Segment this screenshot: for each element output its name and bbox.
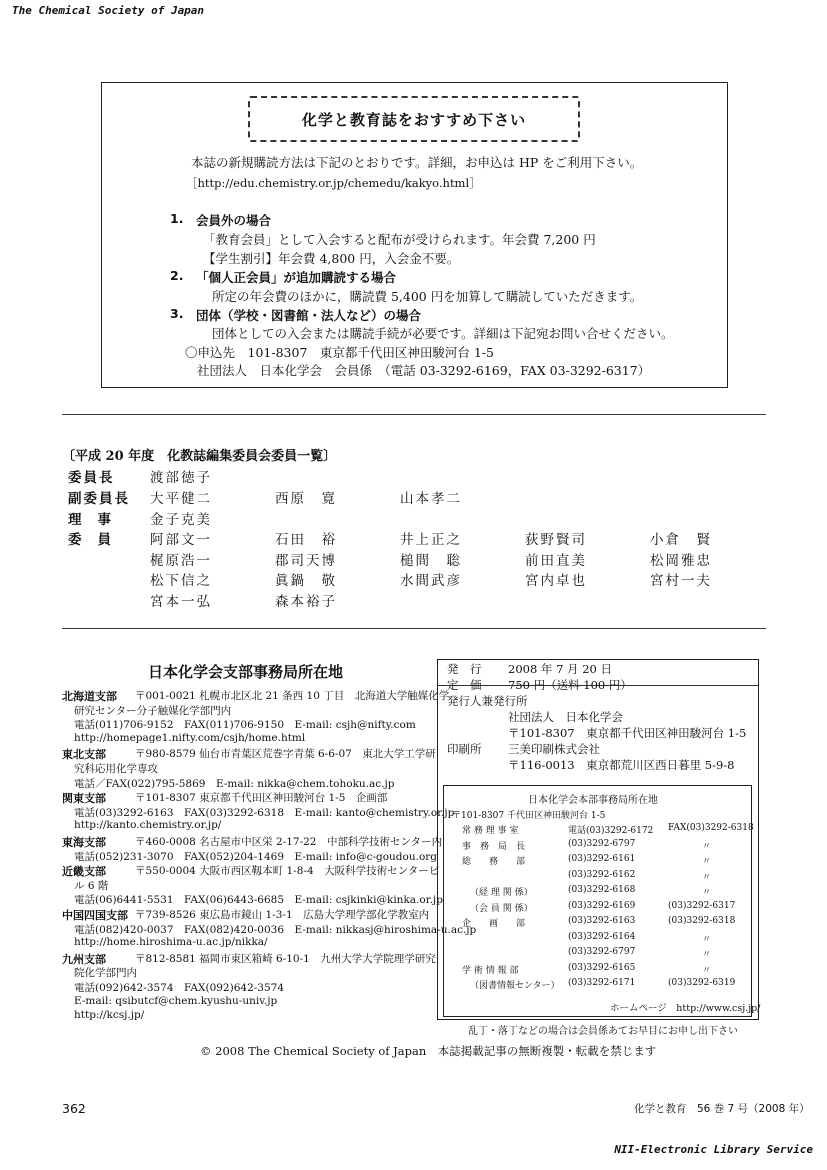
hq-dept: （経 理 関 係）: [470, 888, 533, 898]
hq-fax: 〃: [702, 888, 712, 898]
branch-line: 究科応用化学専攻: [74, 763, 158, 775]
member-name: 阿部文一: [150, 532, 212, 548]
page-number: 362: [62, 1101, 86, 1116]
branch-name-label: 九州支部: [62, 952, 106, 966]
item1-title: 会員外の場合: [196, 213, 272, 228]
copyright: © 2008 The Chemical Society of Japan 本誌掲載記事の無断複製・転載を禁じます: [200, 1044, 657, 1058]
recommend-url[interactable]: ［http://edu.chemistry.or.jp/chemedu/kakyo.html］: [186, 176, 481, 190]
misprint-note: 乱丁・落丁などの場合は会員係あてお早目にお申し出下さい: [468, 1026, 738, 1037]
member-name: 大平健二: [150, 491, 212, 507]
branch-line: 〒101-8307 東京都千代田区神田駿河台 1-5 企画部: [135, 792, 388, 805]
branch-line[interactable]: E-mail: qsibutcf@chem.kyushu-univ.jp: [74, 994, 278, 1007]
publisher-label: 発行人兼発行所: [447, 694, 528, 708]
member-name: 西原 寛: [275, 491, 337, 507]
issue-label: 発 行: [447, 662, 482, 676]
member-name: 郡司天博: [275, 553, 337, 569]
branch-line: 研究センター分子触媒化学部門内: [74, 704, 232, 717]
committee-title: 〔平成 20 年度 化教誌編集委員会委員一覧〕: [62, 449, 337, 464]
publisher-address: 〒101-8307 東京都千代田区神田駿河台 1-5: [508, 726, 747, 740]
hq-tel: (03)3292-6164: [568, 931, 636, 942]
member-name: 梶原浩一: [150, 553, 212, 569]
branch-name-label: 近畿支部: [62, 865, 106, 879]
member-name: 槌間 聡: [400, 553, 462, 569]
hq-dept: 学 術 情 報 部: [462, 965, 519, 976]
role-vice: 副委員長: [68, 491, 130, 507]
hq-fax: (03)3292-6317: [668, 900, 736, 911]
member-name: 宮本一弘: [150, 594, 212, 610]
member-name: 森本裕子: [275, 594, 337, 610]
item3-number: 3.: [170, 306, 184, 321]
branch-name: [62, 834, 106, 850]
printer-address: 〒116-0013 東京都荒川区西日暮里 5-9-8: [508, 758, 735, 772]
nii-service: NII-Electronic Library Service: [614, 1143, 813, 1156]
hq-fax: (03)3292-6318: [668, 916, 736, 926]
member-name: 前田直美: [525, 553, 587, 569]
branch-line: 〒812-8581 福岡市東区箱崎 6-10-1 九州大学大学院理学研究: [135, 952, 436, 965]
hq-dept: 総 務 部: [462, 857, 526, 867]
hq-fax: (03)3292-6319: [668, 978, 736, 988]
header-title: The Chemical Society of Japan: [12, 4, 205, 17]
branch-name: [62, 790, 106, 806]
branch-line[interactable]: http://home.hiroshima-u.ac.jp/nikka/: [74, 936, 268, 949]
member-name: 松岡雅忠: [650, 553, 712, 569]
branch-line: 〒460-0008 名古屋市中区栄 2-17-22 中部科学技術センター内: [135, 836, 443, 848]
member-name: 松下信之: [150, 573, 212, 589]
item1-number: 1.: [170, 211, 184, 226]
item2-title: 「個人正会員」が追加購読する場合: [196, 270, 397, 285]
branch-name: [62, 951, 106, 967]
hq-tel: (03)3292-6171: [568, 978, 636, 988]
price-value: 750 円（送料 100 円）: [508, 678, 632, 692]
branch-line[interactable]: 電話(052)231-3070 FAX(052)204-1469 E-mail: info@c-goudou.org: [74, 850, 438, 863]
branches-title: 日本化学会支部事務局所在地: [148, 663, 344, 681]
hq-dept: 常 務 理 事 室: [462, 826, 519, 836]
branch-name-label: 東海支部: [62, 836, 106, 849]
member-name: 山本孝二: [400, 491, 462, 507]
hq-fax: 〃: [702, 950, 712, 960]
member-name: 荻野賢司: [525, 532, 587, 548]
hq-tel: (03)3292-6797: [568, 947, 636, 957]
branch-line[interactable]: 電話／FAX(022)795-5869 E-mail: nikka@chem.tohoku.ac.jp: [74, 777, 395, 790]
hq-dept: 企 画 部: [462, 919, 526, 929]
branch-line[interactable]: http://homepage1.nifty.com/csjh/home.html: [74, 731, 306, 744]
branch-name-label: 東北支部: [62, 748, 106, 762]
member-name: 渡部徳子: [150, 470, 212, 486]
branch-name: [62, 688, 117, 704]
divider-middle: [62, 628, 766, 629]
branch-name-label: 中国四国支部: [62, 909, 128, 922]
hq-fax: 〃: [702, 857, 712, 867]
member-name: 眞鍋 敬: [275, 573, 337, 589]
member-name: 宮内卓也: [525, 573, 587, 589]
org-line: 社団法人 日本化学会 会員係 （電話 03-3292-6169，FAX 03-3292-6317）: [197, 363, 651, 378]
printer-label: 印刷所: [447, 742, 482, 756]
printer-name: 三美印刷株式会社: [508, 742, 600, 756]
hq-title: 日本化学会本部事務局所在地: [528, 795, 658, 806]
branch-line[interactable]: 電話(011)706-9152 FAX(011)706-9150 E-mail: csjh@nifty.com: [74, 719, 416, 732]
branch-line: 院化学部門内: [74, 967, 137, 980]
item1-line2: 【学生割引】年会費 4,800 円，入会金不要。: [203, 251, 460, 266]
branch-line: 〒550-0004 大阪市西区靱本町 1-8-4 大阪科学技術センタービ: [135, 865, 440, 878]
branch-line: ル 6 階: [74, 879, 109, 892]
hq-tel: (03)3292-6161: [568, 854, 636, 864]
apply-line: 〇申込先 101-8307 東京都千代田区神田駿河台 1-5: [185, 345, 494, 360]
member-name: 井上正之: [400, 532, 462, 548]
branch-line[interactable]: 電話(03)3292-6163 FAX(03)3292-6318 E-mail: kanto@chemistry.or.jp: [74, 806, 455, 819]
hq-fax: 〃: [702, 934, 712, 945]
role-director: 理事: [68, 512, 127, 528]
branch-line: 〒739-8526 東広島市鏡山 1-3-1 広島大学理学部化学教室内: [135, 909, 430, 921]
hq-tel: (03)3292-6797: [568, 838, 636, 849]
branch-line: 〒980-8579 仙台市青葉区荒巻字青葉 6-6-07 東北大学工学研: [135, 748, 436, 761]
role-chair: 委員長: [68, 470, 115, 486]
recommend-intro: 本誌の新規購読方法は下記のとおりです。詳細，お申込は HP をご利用下さい。: [191, 155, 643, 170]
branch-line[interactable]: http://kanto.chemistry.or.jp/: [74, 819, 222, 832]
issue-value: 2008 年 7 月 20 日: [508, 662, 612, 676]
hq-dept: 事 務 局 長: [462, 841, 526, 852]
item3-line1: 団体としての入会または購読手続が必要です。詳細は下記宛お問い合せください。: [212, 326, 674, 341]
hq-tel: (03)3292-6163: [568, 916, 636, 926]
publisher-name: 社団法人 日本化学会: [508, 710, 623, 724]
branch-name-label: 北海道支部: [62, 690, 117, 703]
divider-top: [62, 414, 766, 415]
branch-line[interactable]: http://kcsj.jp/: [74, 1009, 145, 1022]
branch-line: 電話(092)642-3574 FAX(092)642-3574: [74, 982, 285, 994]
hq-dept: （会 員 関 係）: [470, 903, 533, 914]
journal-info: 化学と教育 56 巻 7 号（2008 年）: [634, 1103, 810, 1115]
branch-name: [62, 746, 106, 762]
branch-line: 〒001-0021 札幌市北区北 21 条西 10 丁目 北海道大学触媒化学: [135, 690, 450, 702]
hq-tel: 電話(03)3292-6172: [568, 826, 654, 836]
hq-fax: 〃: [702, 872, 712, 883]
member-name: 石田 裕: [275, 532, 337, 548]
member-name: 水間武彦: [400, 573, 462, 589]
member-name: 金子克美: [150, 512, 212, 528]
hq-tel: (03)3292-6165: [568, 962, 636, 973]
branch-name-label: 関東支部: [62, 792, 106, 806]
hq-address: 〒101-8307 千代田区神田駿河台 1-5: [452, 811, 606, 821]
branch-name: [62, 907, 128, 923]
recommend-banner: 化学と教育誌をおすすめ下さい: [248, 96, 580, 142]
hq-tel: (03)3292-6162: [568, 869, 636, 880]
item2-line1: 所定の年会費のほかに，購読費 5,400 円を加算して購読していただきます。: [212, 289, 643, 304]
hq-dept: （図書情報センター）: [470, 981, 560, 991]
hq-homepage[interactable]: ホームページ http://www.csj.jp/: [610, 1003, 761, 1014]
price-label: 定 価: [447, 678, 482, 692]
hq-fax: 〃: [702, 965, 712, 976]
branch-line[interactable]: 電話(082)420-0037 FAX(082)420-0036 E-mail: nikkasj@hiroshima-u.ac.jp: [74, 923, 477, 936]
member-name: 小倉 賢: [650, 532, 712, 548]
member-name: 宮村一夫: [650, 573, 712, 589]
hq-fax: 〃: [702, 841, 712, 852]
role-member: 委員: [68, 532, 127, 548]
item1-line1: 「教育会員」として入会すると配布が受けられます。年会費 7,200 円: [203, 232, 596, 247]
hq-tel: (03)3292-6168: [568, 885, 636, 895]
branch-name: [62, 863, 106, 879]
branch-line[interactable]: 電話(06)6441-5531 FAX(06)6443-6685 E-mail: csjkinki@kinka.or.jp: [74, 894, 443, 907]
hq-fax: FAX(03)3292-6318: [668, 823, 754, 833]
hq-tel: (03)3292-6169: [568, 900, 636, 911]
item2-number: 2.: [170, 268, 184, 283]
item3-title: 団体（学校・図書館・法人など）の場合: [196, 308, 422, 323]
